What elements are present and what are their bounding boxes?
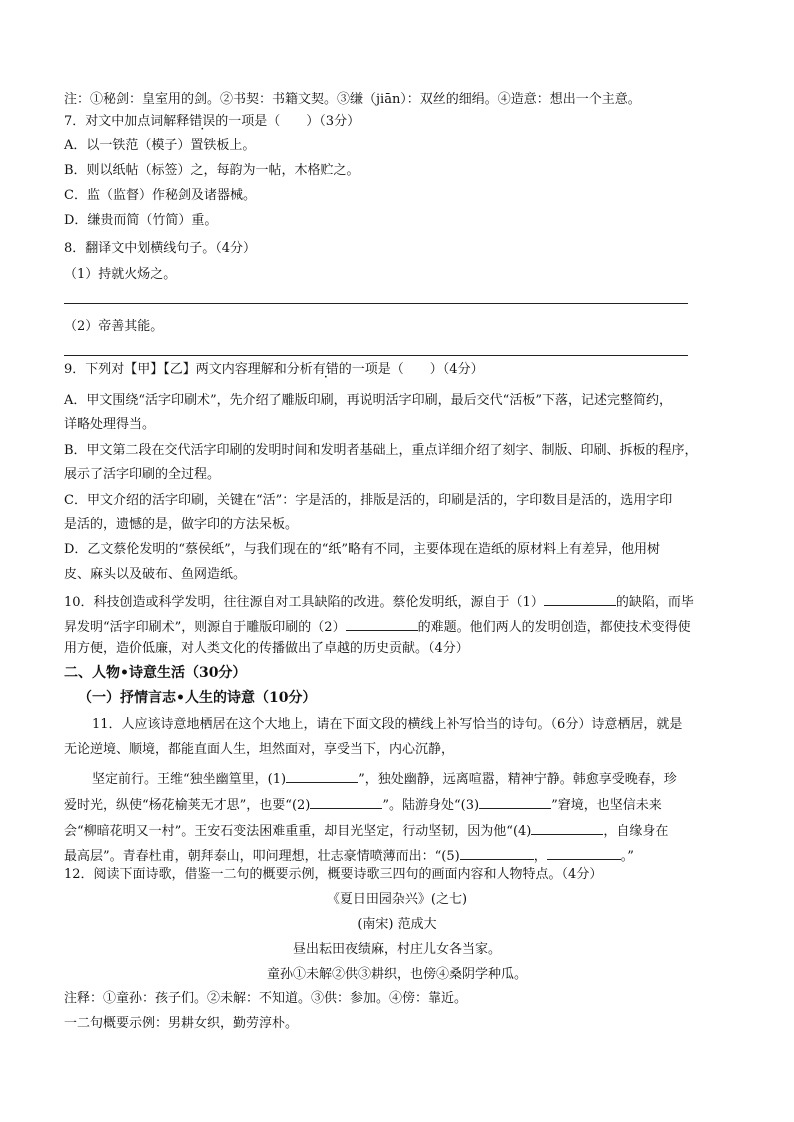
q11-text: 坚定前行。王维“独坐幽篁里，(1) — [92, 772, 287, 787]
q10-blank-2[interactable] — [346, 616, 418, 631]
q11-blank-3[interactable] — [479, 794, 551, 809]
q8-sentence-1: （1）持就火炀之。 — [64, 267, 177, 282]
q7-stem-text: 7．对文中加点词解释 — [64, 114, 190, 129]
q11-blank-1[interactable] — [286, 768, 358, 783]
q10-line2 — [64, 616, 691, 637]
q11-blank-2[interactable] — [310, 794, 382, 809]
q9-emphasis: 有错 — [312, 362, 339, 377]
q7-option-a: A．以一铁范（模子）置铁板上。 — [64, 138, 256, 153]
q7-option-b: B．则以纸帖（标签）之，每韵为一帖，木格贮之。 — [64, 163, 360, 178]
answer-line-2 — [64, 355, 688, 356]
poem-title: 《夏日田园杂兴》(之七) — [326, 892, 468, 907]
q11-text: ，自缘身在 — [603, 824, 669, 839]
answer-line-1 — [64, 303, 688, 304]
q11-text: ”，独处幽静，远离喧嚣，精神宁静。韩愈享受晚春，珍 — [358, 772, 677, 787]
q9-option-c-line2: 是活的，遗憾的是，做字印的方法呆板。 — [64, 517, 299, 532]
q11-line6 — [64, 845, 634, 866]
q9-option-b-line1: B．甲文第二段在交代活字印刷的发明时间和发明者基础上，重点详细介绍了刻字、制版、印刷、拆板的程序， — [64, 443, 698, 458]
q11-blank-4[interactable] — [531, 820, 603, 835]
q11-text: 最高层”。青春杜甫，朝拜泰山，叩问理想，壮志豪情喷薄而出：“(5) — [64, 849, 460, 864]
q9-option-c-line1: C．甲文介绍的活字印刷，关键在“活”：字是活的，排版是活的，印刷是活的，字印数目是活的，选用字印 — [64, 493, 673, 508]
q10-text-d: 的难题。他们两人的发明创造，都使技术变得使 — [417, 620, 691, 635]
q11-text: 会“柳暗花明又一村”。王安石变法困难重重，却目光坚定，行动坚韧，因为他“(4) — [64, 824, 532, 839]
q10-text-a: 10．科技创造或科学发明，往往源自对工具缺陷的改进。蔡伦发明纸，源自于（1） — [64, 595, 544, 610]
q9-stem-text: 9．下列对【甲】【乙】两文内容理解和分析 — [64, 362, 313, 377]
q9-option-d-line1: D．乙文蔡伦发明的“蔡侯纸”，与我们现在的“纸”略有不同，主要体现在造纸的原材料上有差异，他用树 — [64, 542, 661, 557]
q11-line1: 11．人应该诗意地栖居在这个大地上，请在下面文段的横线上补写恰当的诗句。（6分）诗意栖居，就是 — [92, 717, 683, 732]
section-heading: 二、人物•诗意生活（30分） — [64, 665, 247, 681]
notes-line: 注：①秘剑：皇室用的剑。②书契：书籍文契。③缣（jiān）：双丝的细绢。④造意：想出一个主意。 — [64, 92, 641, 107]
poem-notes: 注释：①童孙：孩子们。②未解：不知道。③供：参加。④傍：靠近。 — [64, 991, 468, 1006]
q11-text: 。” — [620, 849, 634, 864]
q9-option-d-line2: 皮、麻头以及破布、鱼网造纸。 — [64, 567, 247, 582]
q10-line3: 用方便，造价低廉，对人类文化的传播做出了卓越的历史贡献。（4分） — [64, 641, 469, 656]
subsection-heading: （一）抒情言志•人生的诗意（10分） — [78, 690, 317, 706]
q7-option-d: D．缣贵而简（竹简）重。 — [64, 213, 218, 228]
q11-text: 爱时光，纵使“杨花榆荚无才思”，也要“(2) — [64, 798, 311, 813]
q10-line1 — [64, 591, 694, 612]
q11-line4 — [64, 794, 662, 815]
q10-text-c: 昇发明“活字印刷术”，则源自于雕版印刷的（2） — [64, 620, 346, 635]
q9-option-b-line2: 展示了活字印刷的全过程。 — [64, 467, 221, 482]
q8-stem: 8．翻译文中划横线句子。（4分） — [64, 241, 257, 256]
q11-text: ， — [533, 849, 547, 864]
q7-emphasis: 错误 — [189, 114, 216, 129]
q11-text: ”。陆游身处“(3) — [382, 798, 480, 813]
q7-stem-tail: 的一项是（ ）（3分） — [215, 114, 361, 129]
q11-line2: 无论逆境、顺境，都能直面人生，坦然面对，享受当下，内心沉静， — [64, 742, 455, 757]
q7-option-c: C．监（监督）作秘剑及诸器械。 — [64, 188, 256, 203]
q8-sentence-2: （2）帝善其能。 — [64, 319, 164, 334]
q11-text: ”窘境，也坚信未来 — [551, 798, 662, 813]
poem-line-1: 昼出耘田夜绩麻，村庄儿女各当家。 — [292, 942, 501, 957]
poem-author: (南宋) 范成大 — [357, 917, 437, 932]
q12-stem: 12．阅读下面诗歌，借鉴一二句的概要示例，概要诗歌三四句的画面内容和人物特点。（4分） — [64, 867, 603, 882]
poem-line-2: 童孙①未解②供③耕织，也傍④桑阴学种瓜。 — [266, 967, 527, 982]
q11-line5 — [64, 820, 668, 841]
q9-option-a-line1: A．甲文围绕“活字印刷术”，先介绍了雕版印刷，再说明活字印刷，最后交代“活板”下落，记述完整简约， — [64, 393, 672, 408]
q11-blank-5a[interactable] — [460, 845, 534, 860]
q11-blank-5b[interactable] — [547, 845, 621, 860]
q7-stem — [64, 113, 360, 131]
q9-option-a-line2: 详略处理得当。 — [64, 417, 156, 432]
q10-text-b: 的缺陷，而毕 — [615, 595, 694, 610]
q10-blank-1[interactable] — [544, 591, 616, 606]
q9-stem — [64, 361, 484, 379]
q9-stem-tail: 的一项是（ ）（4分） — [338, 362, 484, 377]
summary-example: 一二句概要示例：男耕女织，勤劳淳朴。 — [64, 1016, 299, 1031]
q11-line3 — [92, 768, 677, 789]
